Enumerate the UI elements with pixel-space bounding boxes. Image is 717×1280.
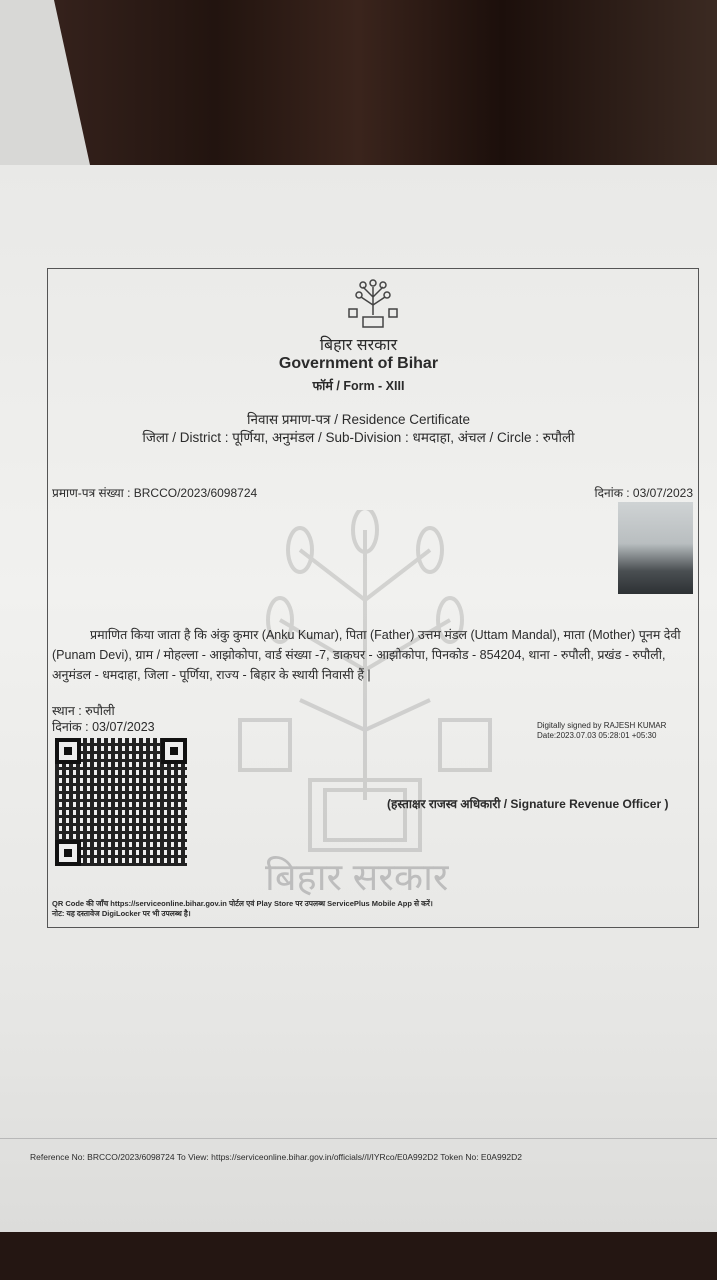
certificate-body: प्रमाणित किया जाता है कि अंकु कुमार (Anku Kumar), पिता (Father) उत्तम मंडल (Uttam Mandal), माता (Mother) पूनम देवी (Punam Devi), ग्राम / मोहल्ला - आझोकोपा, वार्ड संख्या -7, डाकघर - आझोकोपा, पिनकोड - 854204, थाना - रुपौली, प्रखंड - रुपौली, अनुमंडल - धमदाहा, जिला - पूर्णिया, राज्य - बिहार के स्थायी निवासी हैं | (52, 628, 681, 682)
certificate-date: दिनांक : 03/07/2023 (594, 486, 693, 500)
certificate-number: प्रमाण-पत्र संख्या : BRCCO/2023/6098724 (52, 486, 258, 500)
digilocker-note: नोट: यह दस्तावेज DigiLocker पर भी उपलब्ध है। (52, 909, 191, 918)
reference-line: Reference No: BRCCO/2023/6098724 To View: https://serviceonline.bihar.gov.in/officials//I/IYRco/E0A992D2 Token No: E0A992D2 (30, 1152, 523, 1162)
applicant-photo (618, 502, 693, 594)
wooden-table-bottom (0, 1232, 717, 1280)
gov-english: Government of Bihar (278, 355, 439, 372)
qr-verification-note: QR Code की जाँच https://serviceonline.bihar.gov.in पोर्टल एवं Play Store पर उपलब्ध ServicePlus Mobile App से करें। (52, 899, 433, 908)
place: स्थान : रुपौली (52, 704, 115, 718)
issue-date: दिनांक : 03/07/2023 (52, 720, 155, 734)
digital-signature-name: Digitally signed by RAJESH KUMAR (537, 721, 667, 730)
location-line: जिला / District : पूर्णिया, अनुमंडल / Sub-Division : धमदाहा, अंचल / Circle : रुपौली (142, 430, 575, 445)
gov-hindi: बिहार सरकार (319, 337, 398, 354)
digital-signature-date: Date:2023.07.03 05:28:01 +05:30 (537, 731, 657, 740)
signature-label: (हस्ताक्षर राजस्व अधिकारी / Signature Revenue Officer ) (387, 797, 669, 811)
form-number: फॉर्म / Form - XIII (312, 379, 405, 393)
footer-divider (0, 1138, 717, 1139)
emblem-watermark (230, 510, 500, 900)
certificate-title: निवास प्रमाण-पत्र / Residence Certificate (246, 412, 471, 427)
qr-code[interactable] (55, 738, 187, 866)
bihar-emblem-icon (345, 275, 401, 331)
watermark-text: बिहार सरकार (265, 857, 449, 899)
wooden-table-background (0, 0, 717, 170)
